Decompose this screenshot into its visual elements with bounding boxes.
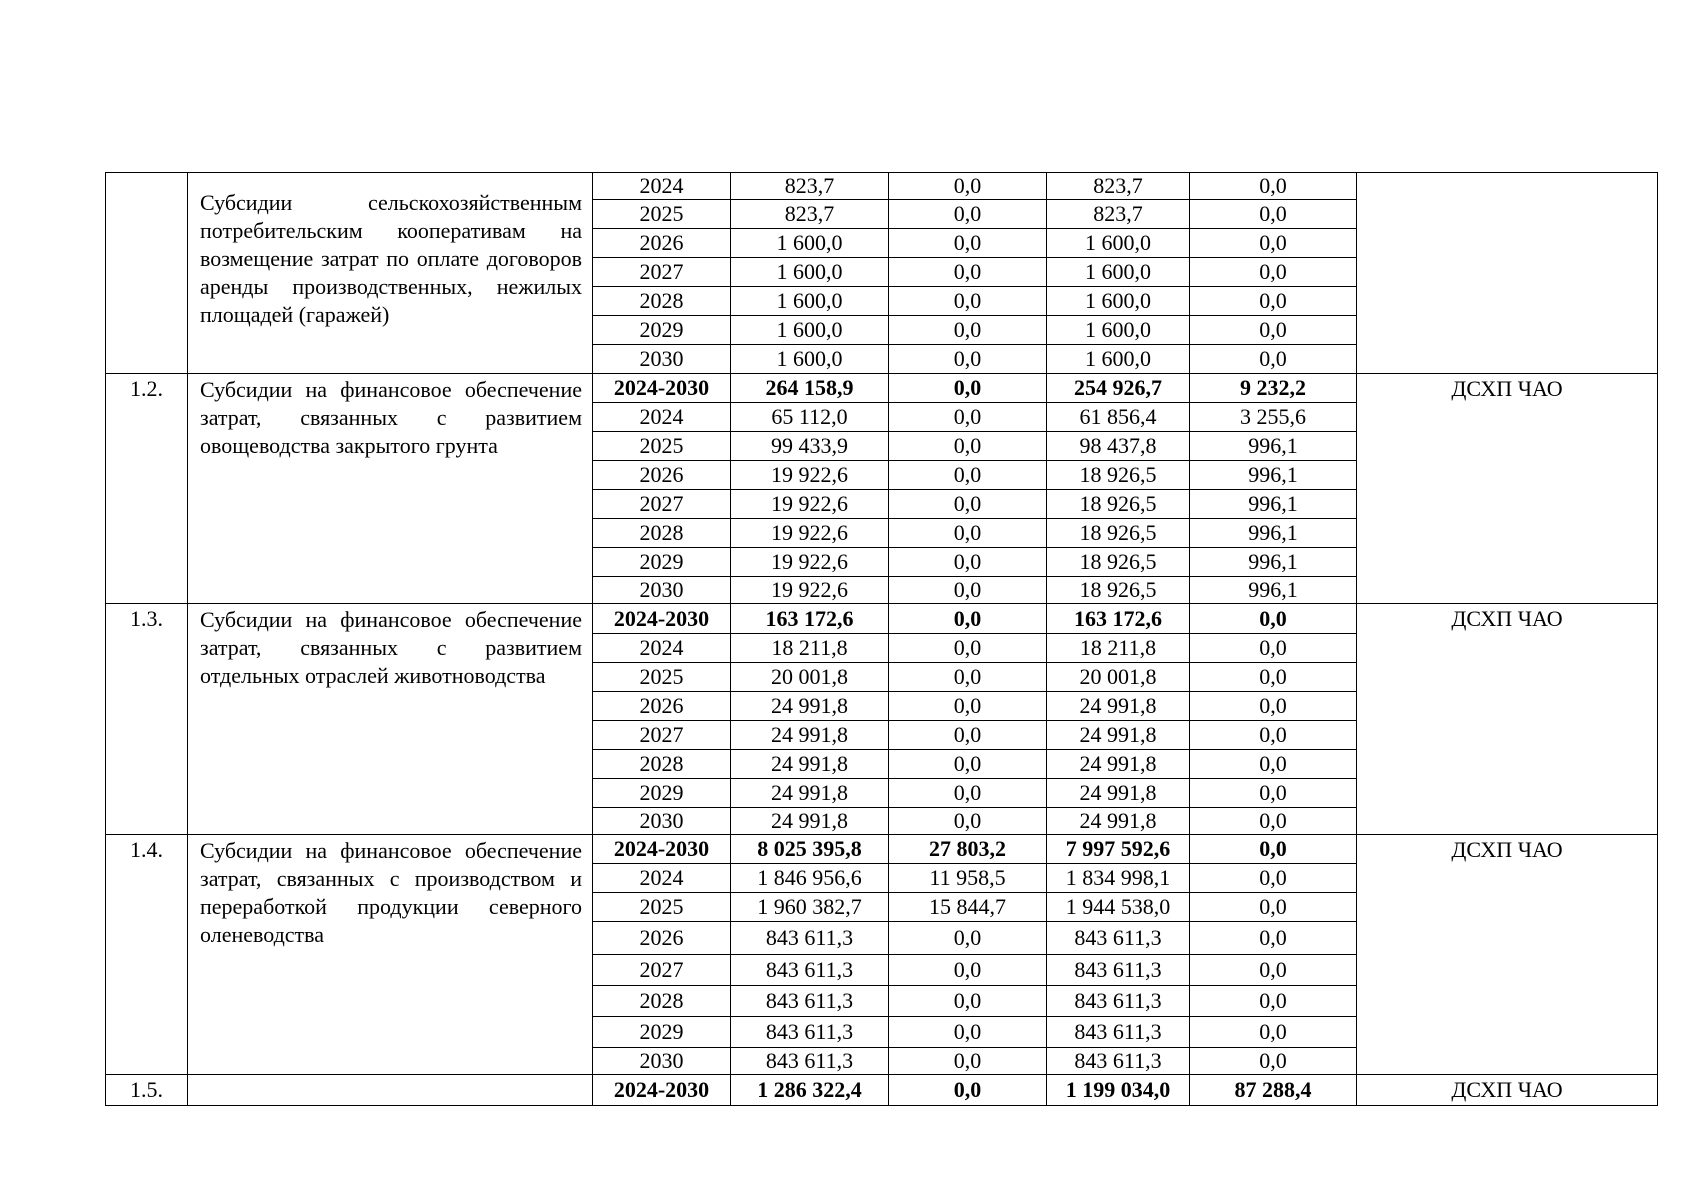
- amount-cell-col2: 0,0: [889, 548, 1047, 577]
- amount-cell-col4: 0,0: [1190, 1048, 1357, 1075]
- amount-cell-col2: 0,0: [889, 316, 1047, 345]
- amount-cell-col3: 1 600,0: [1047, 258, 1190, 287]
- amount-cell-total: 843 611,3: [731, 1048, 889, 1075]
- amount-cell-col3: 18 926,5: [1047, 461, 1190, 490]
- amount-cell-col3: 24 991,8: [1047, 721, 1190, 750]
- amount-cell-col3: 823,7: [1047, 173, 1190, 200]
- amount-cell-col3: 18 926,5: [1047, 577, 1190, 604]
- year-cell: 2024-2030: [593, 1075, 731, 1106]
- amount-cell-total: 19 922,6: [731, 577, 889, 604]
- year-cell: 2028: [593, 986, 731, 1017]
- amount-cell-total: 823,7: [731, 173, 889, 200]
- year-cell: 2024-2030: [593, 604, 731, 634]
- amount-cell-total: 24 991,8: [731, 692, 889, 721]
- item-name: Субсидии сельскохозяйственным потребительским кооперативам на возмещение затрат по оплате договоров аренды производственных, нежилых площадей (гаражей): [188, 173, 593, 374]
- amount-cell-col3: 1 944 538,0: [1047, 893, 1190, 922]
- year-cell: 2024-2030: [593, 374, 731, 403]
- amount-cell-total: 1 600,0: [731, 316, 889, 345]
- table-row: [106, 1075, 1658, 1106]
- amount-cell-col4: 87 288,4: [1190, 1075, 1357, 1106]
- amount-cell-total: 1 960 382,7: [731, 893, 889, 922]
- amount-cell-col4: 996,1: [1190, 548, 1357, 577]
- amount-cell-col2: 0,0: [889, 1048, 1047, 1075]
- amount-cell-col3: 18 211,8: [1047, 634, 1190, 663]
- item-number: 1.3.: [106, 604, 188, 835]
- amount-cell-total: 264 158,9: [731, 374, 889, 403]
- amount-cell-col2: 0,0: [889, 955, 1047, 986]
- amount-cell-col3: 823,7: [1047, 200, 1190, 229]
- amount-cell-col4: 0,0: [1190, 986, 1357, 1017]
- amount-cell-col2: 0,0: [889, 779, 1047, 808]
- amount-cell-col2: 0,0: [889, 519, 1047, 548]
- table-row: [106, 835, 1658, 864]
- amount-cell-col2: 0,0: [889, 577, 1047, 604]
- amount-cell-col4: 0,0: [1190, 258, 1357, 287]
- amount-cell-total: 65 112,0: [731, 403, 889, 432]
- budget-table-body: [106, 173, 1658, 1106]
- amount-cell-col4: 0,0: [1190, 692, 1357, 721]
- amount-cell-col3: 18 926,5: [1047, 490, 1190, 519]
- year-cell: 2026: [593, 229, 731, 258]
- amount-cell-col4: 0,0: [1190, 345, 1357, 374]
- year-cell: 2029: [593, 548, 731, 577]
- amount-cell-col3: 254 926,7: [1047, 374, 1190, 403]
- amount-cell-col4: 0,0: [1190, 663, 1357, 692]
- amount-cell-col3: 61 856,4: [1047, 403, 1190, 432]
- amount-cell-total: 19 922,6: [731, 461, 889, 490]
- amount-cell-total: 24 991,8: [731, 779, 889, 808]
- item-number: 1.2.: [106, 374, 188, 604]
- amount-cell-col3: 24 991,8: [1047, 779, 1190, 808]
- amount-cell-col3: 7 997 592,6: [1047, 835, 1190, 864]
- amount-cell-col3: 843 611,3: [1047, 986, 1190, 1017]
- table-row: [106, 374, 1658, 403]
- year-cell: 2027: [593, 721, 731, 750]
- amount-cell-col4: 0,0: [1190, 634, 1357, 663]
- amount-cell-col4: 0,0: [1190, 604, 1357, 634]
- amount-cell-total: 1 600,0: [731, 258, 889, 287]
- amount-cell-total: 24 991,8: [731, 750, 889, 779]
- amount-cell-col3: 1 600,0: [1047, 316, 1190, 345]
- amount-cell-total: 823,7: [731, 200, 889, 229]
- amount-cell-total: 1 286 322,4: [731, 1075, 889, 1106]
- amount-cell-total: 843 611,3: [731, 955, 889, 986]
- amount-cell-total: 20 001,8: [731, 663, 889, 692]
- amount-cell-col2: 0,0: [889, 721, 1047, 750]
- amount-cell-col4: 9 232,2: [1190, 374, 1357, 403]
- amount-cell-col2: 11 958,5: [889, 864, 1047, 893]
- amount-cell-col3: 843 611,3: [1047, 1048, 1190, 1075]
- table-row: [106, 604, 1658, 634]
- amount-cell-col2: 0,0: [889, 634, 1047, 663]
- year-cell: 2028: [593, 750, 731, 779]
- amount-cell-col3: 1 834 998,1: [1047, 864, 1190, 893]
- year-cell: 2029: [593, 316, 731, 345]
- amount-cell-col2: 0,0: [889, 1017, 1047, 1048]
- amount-cell-col4: 3 255,6: [1190, 403, 1357, 432]
- amount-cell-col2: 0,0: [889, 461, 1047, 490]
- amount-cell-col4: 0,0: [1190, 173, 1357, 200]
- amount-cell-col3: 24 991,8: [1047, 692, 1190, 721]
- amount-cell-col3: 1 600,0: [1047, 345, 1190, 374]
- amount-cell-col2: 0,0: [889, 1075, 1047, 1106]
- amount-cell-col2: 0,0: [889, 490, 1047, 519]
- amount-cell-total: 24 991,8: [731, 808, 889, 835]
- amount-cell-col2: 0,0: [889, 229, 1047, 258]
- amount-cell-col2: 27 803,2: [889, 835, 1047, 864]
- amount-cell-col2: 0,0: [889, 808, 1047, 835]
- year-cell: 2025: [593, 893, 731, 922]
- amount-cell-total: 1 846 956,6: [731, 864, 889, 893]
- amount-cell-total: 843 611,3: [731, 1017, 889, 1048]
- amount-cell-col4: 0,0: [1190, 955, 1357, 986]
- amount-cell-total: 19 922,6: [731, 519, 889, 548]
- amount-cell-col3: 18 926,5: [1047, 548, 1190, 577]
- amount-cell-col2: 0,0: [889, 692, 1047, 721]
- amount-cell-total: 1 600,0: [731, 229, 889, 258]
- amount-cell-col4: 0,0: [1190, 200, 1357, 229]
- year-cell: 2030: [593, 1048, 731, 1075]
- amount-cell-col2: 0,0: [889, 287, 1047, 316]
- amount-cell-col2: 0,0: [889, 403, 1047, 432]
- year-cell: 2029: [593, 1017, 731, 1048]
- year-cell: 2024-2030: [593, 835, 731, 864]
- year-cell: 2025: [593, 663, 731, 692]
- amount-cell-col4: 0,0: [1190, 287, 1357, 316]
- item-name: Субсидии на финансовое обеспечение затрат, связанных с производством и переработкой продукции северного оленеводства: [188, 835, 593, 1075]
- amount-cell-col2: 0,0: [889, 750, 1047, 779]
- year-cell: 2028: [593, 287, 731, 316]
- table-row: [106, 173, 1658, 200]
- item-number: 1.5.: [106, 1075, 188, 1106]
- year-cell: 2027: [593, 955, 731, 986]
- amount-cell-total: 18 211,8: [731, 634, 889, 663]
- amount-cell-total: 19 922,6: [731, 548, 889, 577]
- year-cell: 2025: [593, 432, 731, 461]
- amount-cell-total: 843 611,3: [731, 986, 889, 1017]
- amount-cell-col2: 0,0: [889, 604, 1047, 634]
- amount-cell-col4: 0,0: [1190, 835, 1357, 864]
- amount-cell-total: 19 922,6: [731, 490, 889, 519]
- amount-cell-col2: 15 844,7: [889, 893, 1047, 922]
- amount-cell-col2: 0,0: [889, 173, 1047, 200]
- amount-cell-col4: 0,0: [1190, 229, 1357, 258]
- amount-cell-col2: 0,0: [889, 922, 1047, 955]
- amount-cell-total: 1 600,0: [731, 287, 889, 316]
- item-name: [188, 1075, 593, 1106]
- amount-cell-col4: 996,1: [1190, 461, 1357, 490]
- year-cell: 2024: [593, 634, 731, 663]
- executor-cell: [1357, 173, 1658, 374]
- amount-cell-col4: 0,0: [1190, 1017, 1357, 1048]
- amount-cell-col2: 0,0: [889, 258, 1047, 287]
- year-cell: 2024: [593, 864, 731, 893]
- amount-cell-total: 163 172,6: [731, 604, 889, 634]
- amount-cell-col2: 0,0: [889, 374, 1047, 403]
- amount-cell-col4: 0,0: [1190, 721, 1357, 750]
- item-name: Субсидии на финансовое обеспечение затрат, связанных с развитием овощеводства закрытого грунта: [188, 374, 593, 604]
- amount-cell-col3: 1 199 034,0: [1047, 1075, 1190, 1106]
- amount-cell-col2: 0,0: [889, 432, 1047, 461]
- amount-cell-col4: 0,0: [1190, 750, 1357, 779]
- year-cell: 2024: [593, 403, 731, 432]
- amount-cell-col4: 996,1: [1190, 577, 1357, 604]
- amount-cell-col4: 996,1: [1190, 519, 1357, 548]
- amount-cell-total: 8 025 395,8: [731, 835, 889, 864]
- year-cell: 2025: [593, 200, 731, 229]
- amount-cell-col4: 0,0: [1190, 893, 1357, 922]
- year-cell: 2026: [593, 461, 731, 490]
- amount-cell-col2: 0,0: [889, 986, 1047, 1017]
- amount-cell-col3: 24 991,8: [1047, 808, 1190, 835]
- amount-cell-col3: 163 172,6: [1047, 604, 1190, 634]
- year-cell: 2024: [593, 173, 731, 200]
- amount-cell-col3: 18 926,5: [1047, 519, 1190, 548]
- amount-cell-col3: 1 600,0: [1047, 287, 1190, 316]
- year-cell: 2030: [593, 577, 731, 604]
- executor-cell: ДСХП ЧАО: [1357, 835, 1658, 1075]
- amount-cell-col2: 0,0: [889, 663, 1047, 692]
- executor-cell: ДСХП ЧАО: [1357, 604, 1658, 835]
- amount-cell-col3: 843 611,3: [1047, 922, 1190, 955]
- amount-cell-total: 99 433,9: [731, 432, 889, 461]
- item-name: Субсидии на финансовое обеспечение затрат, связанных с развитием отдельных отраслей животноводства: [188, 604, 593, 835]
- year-cell: 2028: [593, 519, 731, 548]
- amount-cell-col4: 0,0: [1190, 864, 1357, 893]
- amount-cell-col3: 843 611,3: [1047, 1017, 1190, 1048]
- year-cell: 2026: [593, 692, 731, 721]
- amount-cell-col4: 996,1: [1190, 490, 1357, 519]
- year-cell: 2026: [593, 922, 731, 955]
- year-cell: 2030: [593, 345, 731, 374]
- amount-cell-total: 24 991,8: [731, 721, 889, 750]
- amount-cell-col4: 0,0: [1190, 922, 1357, 955]
- budget-table: [105, 172, 1658, 1106]
- executor-cell: ДСХП ЧАО: [1357, 374, 1658, 604]
- amount-cell-col2: 0,0: [889, 345, 1047, 374]
- amount-cell-col3: 20 001,8: [1047, 663, 1190, 692]
- amount-cell-col3: 98 437,8: [1047, 432, 1190, 461]
- amount-cell-col3: 1 600,0: [1047, 229, 1190, 258]
- amount-cell-col2: 0,0: [889, 200, 1047, 229]
- year-cell: 2027: [593, 258, 731, 287]
- year-cell: 2027: [593, 490, 731, 519]
- year-cell: 2030: [593, 808, 731, 835]
- amount-cell-col4: 0,0: [1190, 808, 1357, 835]
- amount-cell-col4: 996,1: [1190, 432, 1357, 461]
- amount-cell-total: 1 600,0: [731, 345, 889, 374]
- amount-cell-total: 843 611,3: [731, 922, 889, 955]
- amount-cell-col3: 24 991,8: [1047, 750, 1190, 779]
- amount-cell-col4: 0,0: [1190, 779, 1357, 808]
- year-cell: 2029: [593, 779, 731, 808]
- executor-cell: ДСХП ЧАО: [1357, 1075, 1658, 1106]
- amount-cell-col4: 0,0: [1190, 316, 1357, 345]
- item-number: [106, 173, 188, 374]
- amount-cell-col3: 843 611,3: [1047, 955, 1190, 986]
- item-number: 1.4.: [106, 835, 188, 1075]
